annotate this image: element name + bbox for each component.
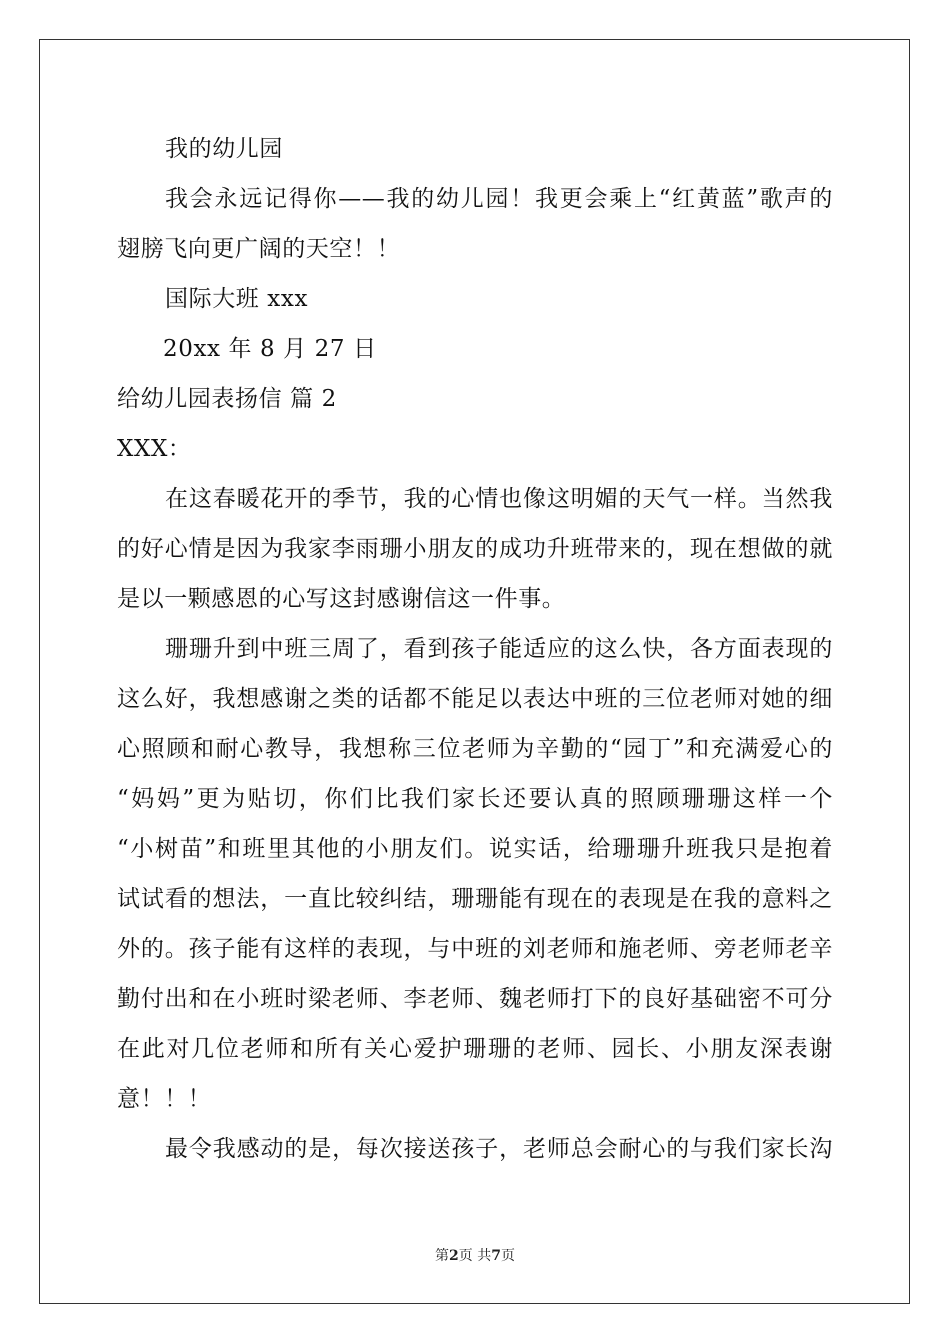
- paragraph-line: “小树苗”和班里其他的小朋友们。说实话，给珊珊升班我只是抱着: [117, 836, 833, 862]
- paragraph-line: 最令我感动的是，每次接送孩子，老师总会耐心的与我们家长沟: [165, 1136, 833, 1162]
- paragraph-line: 勤付出和在小班时梁老师、李老师、魏老师打下的良好基础密不可分: [117, 986, 833, 1012]
- page-total: 7: [491, 1248, 501, 1264]
- paragraph-line: 在这春暖花开的季节，我的心情也像这明媚的天气一样。当然我: [165, 486, 833, 512]
- paragraph-line: 这么好，我想感谢之类的话都不能足以表达中班的三位老师对她的细: [117, 686, 833, 712]
- signature-class: 国际大班 xxx: [165, 286, 309, 312]
- paragraph-line: 珊珊升到中班三周了，看到孩子能适应的这么快，各方面表现的: [165, 636, 833, 662]
- paragraph-line: 心照顾和耐心教导，我想称三位老师为辛勤的“园丁”和充满爱心的: [117, 736, 833, 762]
- page-border: [39, 39, 910, 1304]
- page-footer: [0, 1247, 950, 1265]
- page-prefix: 第: [435, 1248, 450, 1264]
- signature-date: 20xx 年 8 月 27 日: [163, 336, 377, 362]
- paragraph-line: 是以一颗感恩的心写这封感谢信这一件事。: [117, 586, 566, 612]
- section-title: 我的幼儿园: [165, 136, 283, 162]
- page-current: 2: [449, 1248, 459, 1264]
- paragraph-line: 的好心情是因为我家李雨珊小朋友的成功升班带来的，现在想做的就: [117, 536, 833, 562]
- paragraph-line: 外的。孩子能有这样的表现，与中班的刘老师和施老师、旁老师老辛: [117, 936, 833, 962]
- paragraph-line: 意！！！: [117, 1086, 212, 1112]
- page-mid: 页 共: [458, 1248, 492, 1264]
- paragraph-line: 翅膀飞向更广阔的天空！！: [117, 236, 401, 262]
- salutation: XXX：: [117, 436, 192, 462]
- paragraph-line: “妈妈”更为贴切，你们比我们家长还要认真的照顾珊珊这样一个: [117, 786, 833, 812]
- paragraph-line: 我会永远记得你——我的幼儿园！我更会乘上“红黄蓝”歌声的: [165, 186, 833, 212]
- page-suffix: 页: [500, 1248, 515, 1264]
- paragraph-line: 试试看的想法，一直比较纠结，珊珊能有现在的表现是在我的意料之: [117, 886, 833, 912]
- letter-heading: 给幼儿园表扬信 篇 2: [117, 386, 337, 412]
- paragraph-line: 在此对几位老师和所有关心爱护珊珊的老师、园长、小朋友深表谢: [117, 1036, 833, 1062]
